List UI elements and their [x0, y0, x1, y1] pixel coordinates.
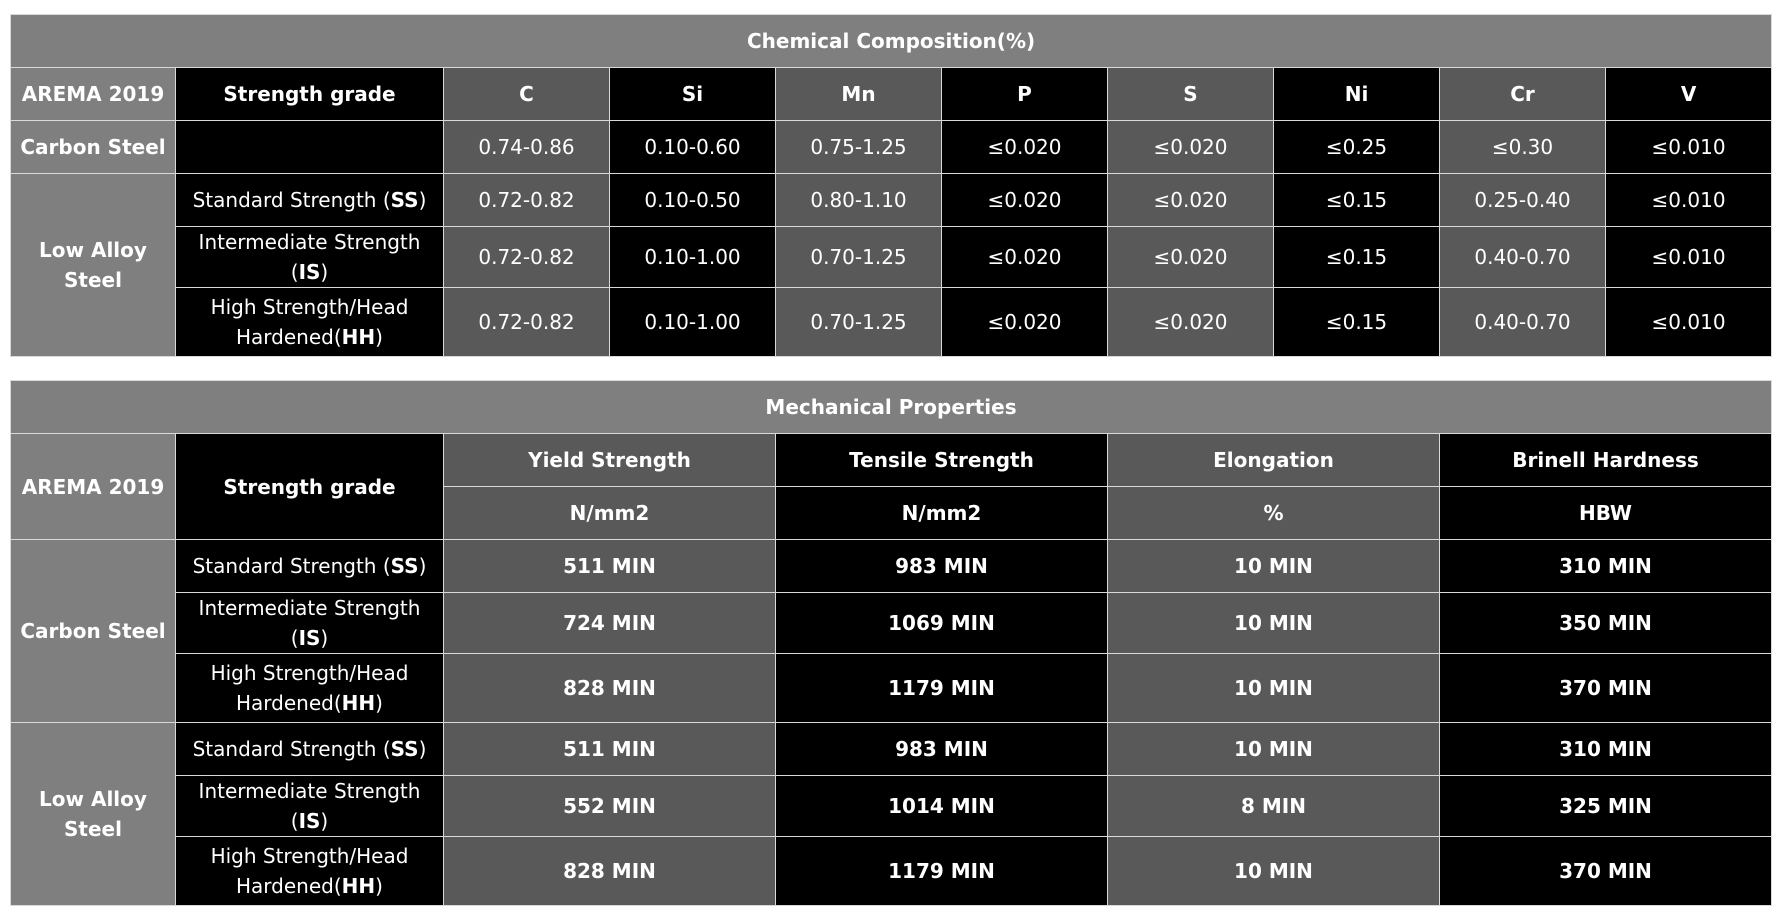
- table-cell: 1069 MIN: [776, 593, 1108, 654]
- table-cell: ≤0.020: [1108, 227, 1274, 288]
- chem-header-si: Si: [610, 68, 776, 121]
- table-cell: ≤0.020: [1108, 174, 1274, 227]
- mech-carbon-label: Carbon Steel: [11, 540, 176, 723]
- table-cell: 0.10-1.00: [610, 227, 776, 288]
- strength-grade-cell: High Strength/Head Hardened(HH): [176, 654, 444, 723]
- table-cell: ≤0.010: [1606, 288, 1772, 357]
- mech-low-alloy-label: Low Alloy Steel: [11, 723, 176, 906]
- mech-title: Mechanical Properties: [11, 381, 1772, 434]
- chemical-composition-table: [10, 14, 1772, 357]
- strength-grade-cell: Intermediate Strength (IS): [176, 227, 444, 288]
- table-cell: 370 MIN: [1440, 654, 1772, 723]
- table-cell: ≤0.30: [1440, 121, 1606, 174]
- table-row: [11, 174, 1772, 227]
- chem-header-ni: Ni: [1274, 68, 1440, 121]
- chem-title: Chemical Composition(%): [11, 15, 1772, 68]
- chem-header-c: C: [444, 68, 610, 121]
- table-cell: 1014 MIN: [776, 776, 1108, 837]
- table-cell: ≤0.020: [942, 174, 1108, 227]
- table-cell: 0.10-1.00: [610, 288, 776, 357]
- table-cell: 0.70-1.25: [776, 288, 942, 357]
- table-cell: 0.40-0.70: [1440, 288, 1606, 357]
- table-row: [11, 776, 1772, 837]
- table-cell: 350 MIN: [1440, 593, 1772, 654]
- table-cell: 10 MIN: [1108, 540, 1440, 593]
- strength-grade-cell: Standard Strength (SS): [176, 174, 444, 227]
- table-cell: 828 MIN: [444, 654, 776, 723]
- mech-header-elongation: Elongation: [1108, 434, 1440, 487]
- table-row: [11, 288, 1772, 357]
- strength-grade-cell: Intermediate Strength (IS): [176, 776, 444, 837]
- table-cell: 310 MIN: [1440, 540, 1772, 593]
- mech-header-yield: Yield Strength: [444, 434, 776, 487]
- table-cell: ≤0.010: [1606, 174, 1772, 227]
- table-cell: ≤0.15: [1274, 227, 1440, 288]
- table-cell: ≤0.25: [1274, 121, 1440, 174]
- table-cell: 0.80-1.10: [776, 174, 942, 227]
- table-cell: ≤0.020: [1108, 288, 1274, 357]
- strength-grade-cell: High Strength/Head Hardened(HH): [176, 837, 444, 906]
- table-row: [11, 540, 1772, 593]
- chem-header-standard: AREMA 2019: [11, 68, 176, 121]
- mech-unit-hardness: HBW: [1440, 487, 1772, 540]
- table-row: [11, 723, 1772, 776]
- table-cell: 0.40-0.70: [1440, 227, 1606, 288]
- table-cell: ≤0.15: [1274, 288, 1440, 357]
- table-cell: 724 MIN: [444, 593, 776, 654]
- table-cell: 0.72-0.82: [444, 174, 610, 227]
- mech-unit-elongation: %: [1108, 487, 1440, 540]
- table-cell: 10 MIN: [1108, 654, 1440, 723]
- table-cell: 325 MIN: [1440, 776, 1772, 837]
- chem-header-s: S: [1108, 68, 1274, 121]
- table-cell: 8 MIN: [1108, 776, 1440, 837]
- chem-carbon-label: Carbon Steel: [11, 121, 176, 174]
- strength-grade-cell: High Strength/Head Hardened(HH): [176, 288, 444, 357]
- table-cell: 552 MIN: [444, 776, 776, 837]
- table-row: [11, 227, 1772, 288]
- table-cell: 511 MIN: [444, 723, 776, 776]
- chem-header-p: P: [942, 68, 1108, 121]
- table-cell: 0.72-0.82: [444, 227, 610, 288]
- chem-low-alloy-label: Low Alloy Steel: [11, 174, 176, 357]
- table-row: [11, 593, 1772, 654]
- chem-carbon-grade: [176, 121, 444, 174]
- chem-header-grade: Strength grade: [176, 68, 444, 121]
- table-row: [11, 837, 1772, 906]
- table-cell: ≤0.010: [1606, 227, 1772, 288]
- table-row: [11, 121, 1772, 174]
- table-cell: 0.72-0.82: [444, 288, 610, 357]
- mech-header-hardness: Brinell Hardness: [1440, 434, 1772, 487]
- mech-unit-tensile: N/mm2: [776, 487, 1108, 540]
- table-cell: 0.74-0.86: [444, 121, 610, 174]
- mech-header-standard: AREMA 2019: [11, 434, 176, 540]
- table-cell: 10 MIN: [1108, 593, 1440, 654]
- table-cell: ≤0.020: [942, 227, 1108, 288]
- table-cell: 10 MIN: [1108, 837, 1440, 906]
- table-cell: ≤0.020: [942, 121, 1108, 174]
- table-cell: 0.25-0.40: [1440, 174, 1606, 227]
- table-cell: 10 MIN: [1108, 723, 1440, 776]
- table-cell: ≤0.020: [1108, 121, 1274, 174]
- mech-header-tensile: Tensile Strength: [776, 434, 1108, 487]
- table-cell: 0.75-1.25: [776, 121, 942, 174]
- strength-grade-cell: Intermediate Strength (IS): [176, 593, 444, 654]
- table-cell: 310 MIN: [1440, 723, 1772, 776]
- table-cell: 1179 MIN: [776, 837, 1108, 906]
- table-cell: 0.70-1.25: [776, 227, 942, 288]
- table-row: [11, 654, 1772, 723]
- table-cell: 828 MIN: [444, 837, 776, 906]
- table-cell: 983 MIN: [776, 540, 1108, 593]
- table-cell: 983 MIN: [776, 723, 1108, 776]
- chem-header-mn: Mn: [776, 68, 942, 121]
- chem-header-v: V: [1606, 68, 1772, 121]
- table-cell: ≤0.020: [942, 288, 1108, 357]
- table-cell: ≤0.15: [1274, 174, 1440, 227]
- table-cell: 370 MIN: [1440, 837, 1772, 906]
- strength-grade-cell: Standard Strength (SS): [176, 723, 444, 776]
- mech-unit-yield: N/mm2: [444, 487, 776, 540]
- strength-grade-cell: Standard Strength (SS): [176, 540, 444, 593]
- table-cell: 0.10-0.50: [610, 174, 776, 227]
- table-cell: ≤0.010: [1606, 121, 1772, 174]
- table-cell: 511 MIN: [444, 540, 776, 593]
- mechanical-properties-table: [10, 380, 1772, 906]
- table-cell: 0.10-0.60: [610, 121, 776, 174]
- mech-header-grade: Strength grade: [176, 434, 444, 540]
- table-cell: 1179 MIN: [776, 654, 1108, 723]
- chem-header-cr: Cr: [1440, 68, 1606, 121]
